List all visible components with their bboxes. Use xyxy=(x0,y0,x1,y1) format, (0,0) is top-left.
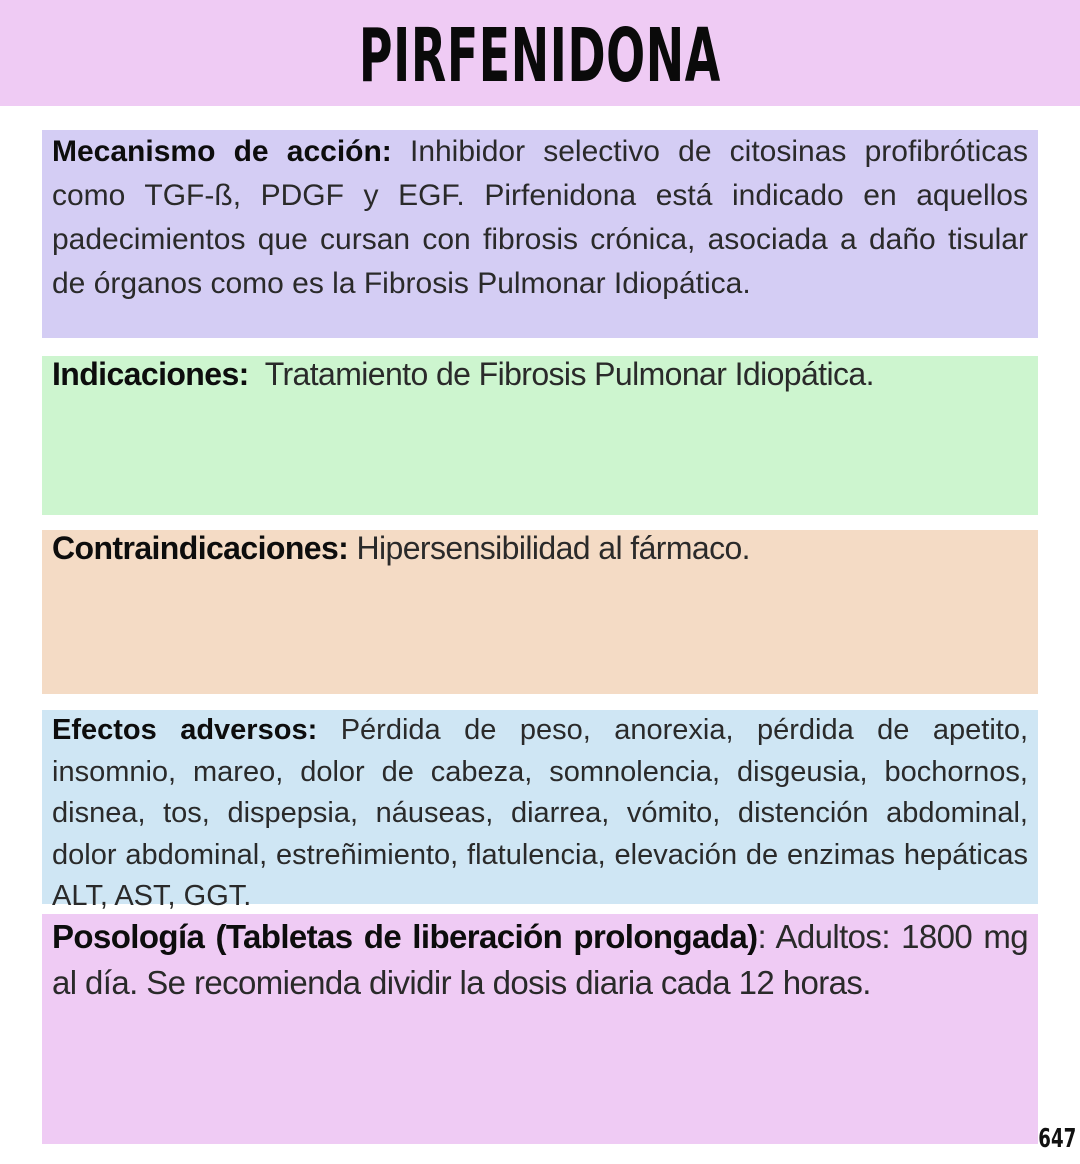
page-number: 647 xyxy=(1038,1124,1076,1154)
section-text: Pérdida de peso, anorexia, pérdida de apetito, insomnio, mareo, dolor de cabeza, somnolencia, disgeusia, bochornos, disnea, tos, dispepsia, náuseas, diarrea, vómito, distención abdominal, dolor abdominal, estreñimiento, flatulencia, elevación de enzimas hepáticas ALT, AST, GGT. xyxy=(52,714,1029,912)
page-title: PIRFENIDONA xyxy=(358,13,721,99)
section-contraindicaciones xyxy=(42,530,1038,694)
section-label: Mecanismo de acción: xyxy=(52,135,392,168)
section-body xyxy=(52,530,1028,566)
section-text: : Adultos: 1800 mg al día. Se recomienda dividir la dosis diaria cada 12 horas. xyxy=(52,918,1029,1001)
section-indicaciones xyxy=(42,356,1038,515)
section-label: Contraindicaciones: xyxy=(52,530,349,566)
section-label: Indicaciones: xyxy=(52,356,249,392)
section-text: Inhibidor selectivo de citosinas profibróticas como TGF-ß, PDGF y EGF. Pirfenidona está indicado en aquellos padecimientos que cursan con fibrosis crónica, asociada a daño tisular de órganos como es la Fibrosis Pulmonar Idiopática. xyxy=(52,135,1028,300)
section-body xyxy=(52,130,1028,306)
section-text: Tratamiento de Fibrosis Pulmonar Idiopática. xyxy=(248,356,874,392)
section-label: Posología (Tabletas de liberación prolongada) xyxy=(52,918,758,955)
title-banner xyxy=(0,0,1080,106)
section-posologia xyxy=(42,914,1038,1144)
section-text: Hipersensibilidad al fármaco. xyxy=(348,530,750,566)
section-body xyxy=(52,914,1028,1006)
section-efectos-adversos xyxy=(42,710,1038,912)
section-label: Efectos adversos: xyxy=(52,714,318,746)
section-body xyxy=(52,710,1028,918)
section-body xyxy=(52,356,1028,392)
section-mecanismo-de-accion xyxy=(42,130,1038,338)
